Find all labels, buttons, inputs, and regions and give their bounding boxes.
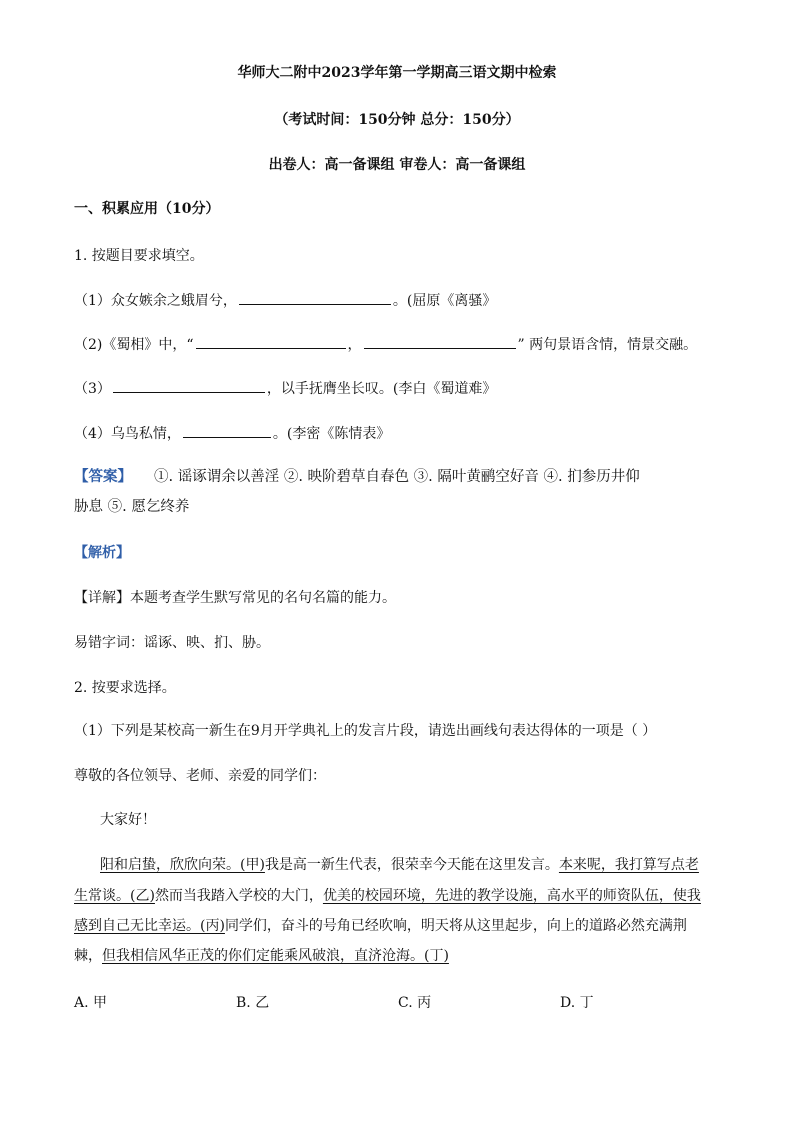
q1-item-4 — [74, 423, 390, 444]
underlined-sentence-jia: 阳和启蛰，欣欣向荣。(甲) — [100, 857, 265, 873]
underlined-sentence-ding: 但我相信风华正茂的你们定能乘风破浪，直济沧海。(丁) — [102, 948, 449, 964]
speech-hello: 大家好！ — [100, 812, 156, 828]
answer-line-2: 胁息 ⑤. 愿乞终养 — [74, 499, 190, 515]
question-1-stem: 1. 按题目要求填空。 — [74, 248, 204, 264]
answer-blank[interactable] — [113, 378, 265, 393]
speech-greeting: 尊敬的各位领导、老师、亲爱的同学们： — [74, 768, 326, 784]
typo-text: 易错字词：谣诼、映、扪、胁。 — [74, 635, 270, 651]
q1-item-2 — [74, 334, 697, 355]
detail-text: 【详解】本题考查学生默写常见的名句名篇的能力。 — [74, 590, 396, 606]
speech-line-3 — [74, 916, 687, 936]
answer-line-1 — [74, 467, 640, 487]
underlined-sentence-yi-end: 生常谈。(乙) — [74, 888, 155, 904]
q1-item-1 — [74, 290, 496, 311]
exam-info: （考试时间：150分钟 总分：150分） — [274, 112, 520, 128]
answer-blank[interactable] — [183, 423, 271, 438]
q1-item-2-suffix: ” 两句景语含情，情景交融。 — [517, 337, 698, 353]
answer-blank[interactable] — [239, 290, 391, 305]
speech-line-1 — [100, 855, 699, 875]
option-c[interactable]: C. 丙 — [398, 995, 432, 1011]
underlined-sentence-bing: 优美的校园环境，先进的教学设施，高水平的师资队伍，使我 — [322, 888, 701, 904]
q1-item-4-prefix: （4）乌鸟私情， — [74, 426, 181, 442]
q1-item-2-prefix: （2)《蜀相》中，“ — [74, 337, 194, 353]
speech-text: 然而当我踏入学校的大门， — [154, 888, 323, 904]
exam-title: 华师大二附中2023学年第一学期高三语文期中检索 — [237, 65, 557, 81]
q1-item-3-suffix: ，以手抚膺坐长叹。(李白《蜀道难》 — [266, 381, 497, 397]
speech-line-4 — [74, 946, 449, 966]
speech-text: 棘， — [74, 948, 102, 964]
speech-line-2 — [74, 886, 701, 906]
answer-tag: 【答案】 — [74, 468, 132, 485]
speech-text: 同学们，奋斗的号角已经吹响，明天将从这里起步，向上的道路必然充满荆 — [224, 918, 687, 934]
q1-item-3-prefix: （3） — [74, 381, 111, 397]
question-2-stem: 2. 按要求选择。 — [74, 680, 176, 696]
option-b[interactable]: B. 乙 — [236, 995, 270, 1011]
underlined-sentence-yi: 本来呢，我打算写点老 — [558, 857, 699, 873]
answer-blank[interactable] — [364, 334, 516, 349]
section-heading: 一、积累应用（10分） — [74, 201, 220, 217]
q1-item-4-suffix: 。(李密《陈情表》 — [272, 426, 391, 442]
q1-item-2-comma: ， — [347, 337, 362, 353]
exam-authors: 出卷人：高一备课组 审卷人：高一备课组 — [268, 157, 526, 173]
q1-item-1-suffix: 。(屈原《离骚》 — [392, 293, 497, 309]
analysis-tag: 【解析】 — [74, 545, 130, 561]
option-a[interactable]: A. 甲 — [74, 995, 108, 1011]
answer-text-1: ①. 谣诼谓余以善淫 ②. 映阶碧草自春色 ③. 隔叶黄鹂空好音 ④. 扪参历井仰 — [154, 469, 640, 485]
speech-text: 我是高一新生代表，很荣幸今天能在这里发言。 — [264, 857, 559, 873]
q2-sub-1: （1）下列是某校高一新生在9月开学典礼上的发言片段，请选出画线句表达得体的一项是（ ） — [74, 723, 657, 739]
option-d[interactable]: D. 丁 — [560, 995, 594, 1011]
underlined-sentence-bing-end: 感到自己无比幸运。(丙) — [74, 918, 225, 934]
q1-item-1-prefix: （1）众女嫉余之蛾眉兮， — [74, 293, 237, 309]
q1-item-3 — [74, 378, 496, 399]
answer-blank[interactable] — [196, 334, 346, 349]
